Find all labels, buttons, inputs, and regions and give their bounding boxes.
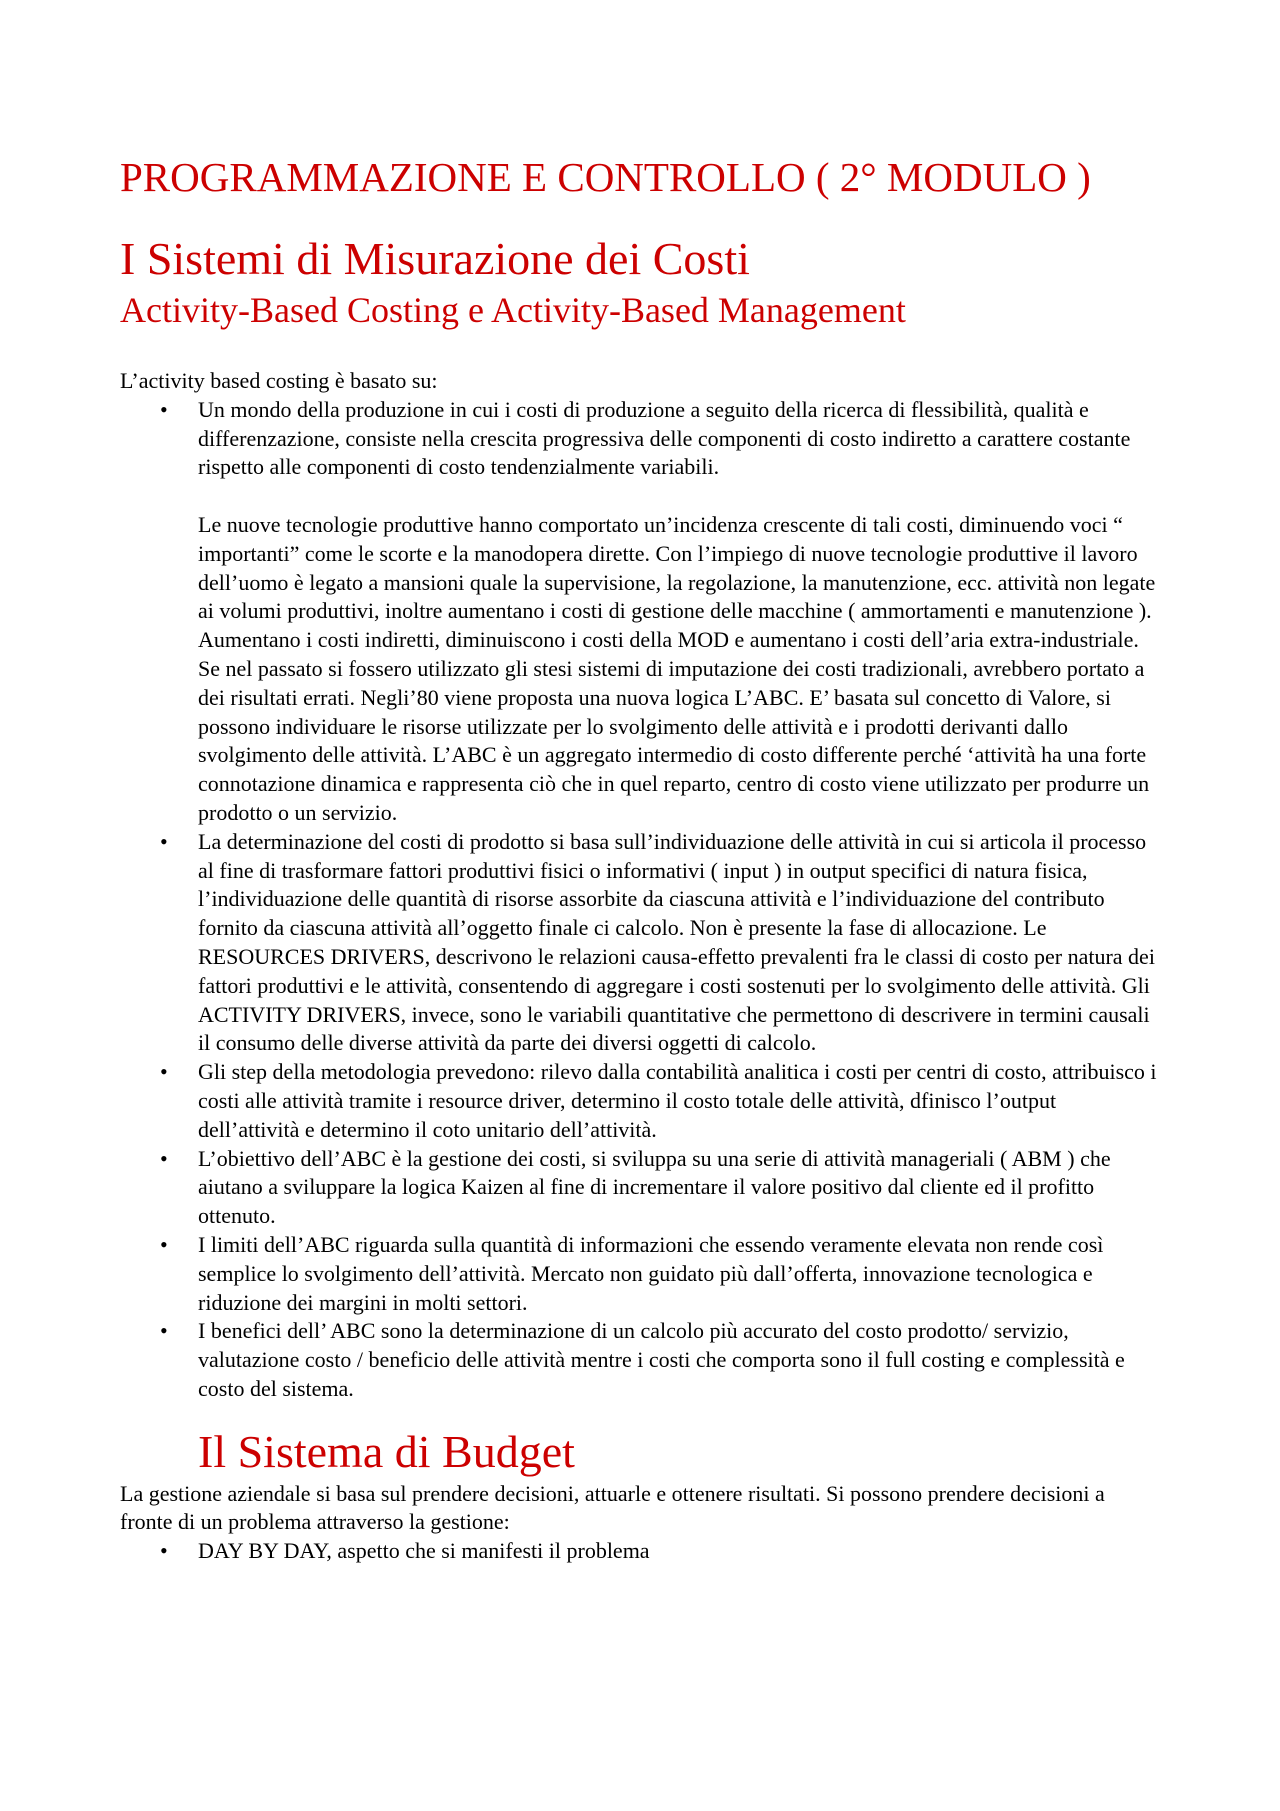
bullet-icon: • bbox=[160, 1538, 168, 1564]
list-item bbox=[120, 396, 1160, 828]
list-item-text: L’obiettivo dell’ABC è la gestione dei costi, si sviluppa su una serie di attività manageriali ( ABM ) che aiutano a sviluppare la logica Kaizen al fine di incrementare il valore positivo dal cliente ed il profitto ottenuto. bbox=[198, 1145, 1111, 1229]
list-item-subparagraph: Le nuove tecnologie produttive hanno comportato un’incidenza crescente di tali costi, diminuendo voci “ importanti” come le scorte e la manodopera dirette. Con l’impiego di nuove tecnologie produttive il lavoro dell’uomo è legato a mansioni quale la supervisione, la regolazione, la manutenzione, ecc. attività non legate ai volumi produttivi, inoltre aumentano i costi di gestione delle macchine ( ammortamenti e manutenzione ). Aumentano i costi indiretti, diminuiscono i costi della MOD e aumentano i costi dell’aria extra-industriale. Se nel passato si fossero utilizzato gli stesi sistemi di imputazione dei costi tradizionali, avrebbero portato a dei risultati errati. Negli’80 viene proposta una nuova logica L’ABC. E’ basata sul concetto di Valore, si possono individuare le risorse utilizzate per lo svolgimento delle attività e i prodotti derivanti dallo svolgimento delle attività. L’ABC è un aggregato intermedio di costo differente perché ‘attività ha una forte connotazione dinamica e rappresenta ciò che in quel reparto, centro di costo viene utilizzato per produrre un prodotto o un servizio. bbox=[198, 511, 1156, 825]
list-item-text: I limiti dell’ABC riguarda sulla quantità di informazioni che essendo veramente elevata non rende così semplice lo svolgimento dell’attività. Mercato non guidato più dall’offerta, innovazione tecnologica e riduzione dei margini in molti settori. bbox=[198, 1231, 1104, 1315]
document-page bbox=[120, 150, 1160, 1566]
bullet-icon: • bbox=[160, 828, 168, 854]
list-item-text: Gli step della metodologia prevedono: rilevo dalla contabilità analitica i costi per centri di costo, attribuisco i costi alle attività tramite i resource driver, determino il costo totale delle attività, dfinisco l’output dell’attività e determino il coto unitario dell’attività. bbox=[198, 1059, 1157, 1142]
list-item bbox=[120, 828, 1160, 1058]
list-item bbox=[120, 1317, 1160, 1403]
section-title-costi: I Sistemi di Misurazione dei Costi bbox=[120, 233, 750, 284]
bullet-icon: • bbox=[160, 396, 168, 422]
bullet-icon: • bbox=[160, 1318, 168, 1344]
bullet-icon: • bbox=[160, 1059, 168, 1085]
list-item-text: Un mondo della produzione in cui i costi di produzione a seguito della ricerca di flessibilità, qualità e differenzazione, consiste nella crescita progressiva delle componenti di costo indiretto a carattere costante rispetto alle componenti di costo tendenzialmente variabili. bbox=[198, 396, 1131, 480]
list-item-text: DAY BY DAY, aspetto che si manifesti il problema bbox=[198, 1538, 650, 1564]
list-item bbox=[120, 1537, 1160, 1566]
list-item-text: La determinazione del costi di prodotto si basa sull’individuazione delle attività in cui si articola il processo al fine di trasformare fattori produttivi fisici o informativi ( input ) in output specifici di natura fisica, l’individuazione delle quantità di risorse assorbite da ciascuna attività e l’individuazione del contributo fornito da ciascuna attività all’oggetto finale ci calcolo. Non è presente la fase di allocazione. Le RESOURCES DRIVERS, descrivono le relazioni causa-effetto prevalenti fra le classi di costo per natura dei fattori produttivi e le attività, consentendo di aggregare i costi sostenuti per lo svolgimento delle attività. Gli ACTIVITY DRIVERS, invece, sono le variabili quantitative che permettono di descrivere in termini causali il consumo delle diverse attività da parte dei diversi oggetti di calcolo. bbox=[198, 828, 1155, 1056]
list-item bbox=[120, 1058, 1160, 1144]
section-subtitle-abc: Activity-Based Costing e Activity-Based Management bbox=[120, 290, 906, 330]
list-item bbox=[120, 1231, 1160, 1317]
section-title-budget: Il Sistema di Budget bbox=[198, 1425, 575, 1477]
list-item-text: I benefici dell’ ABC sono la determinazione di un calcolo più accurato del costo prodotto/ servizio, valutazione costo / beneficio delle attività mentre i costi che comporta sono il full costing e complessità e costo del sistema. bbox=[198, 1318, 1125, 1401]
abc-bullet-list bbox=[120, 396, 1160, 1404]
budget-bullet-list bbox=[120, 1537, 1160, 1566]
intro-paragraph: L’activity based costing è basato su: bbox=[120, 368, 438, 393]
bullet-icon: • bbox=[160, 1145, 168, 1171]
document-title: PROGRAMMAZIONE E CONTROLLO ( 2° MODULO ) bbox=[120, 154, 1091, 200]
bullet-icon: • bbox=[160, 1231, 168, 1257]
budget-intro-paragraph: La gestione aziendale si basa sul prendere decisioni, attuarle e ottenere risultati. Si possono prendere decisioni a fronte di un problema attraverso la gestione: bbox=[120, 1480, 1105, 1535]
list-item bbox=[120, 1145, 1160, 1231]
